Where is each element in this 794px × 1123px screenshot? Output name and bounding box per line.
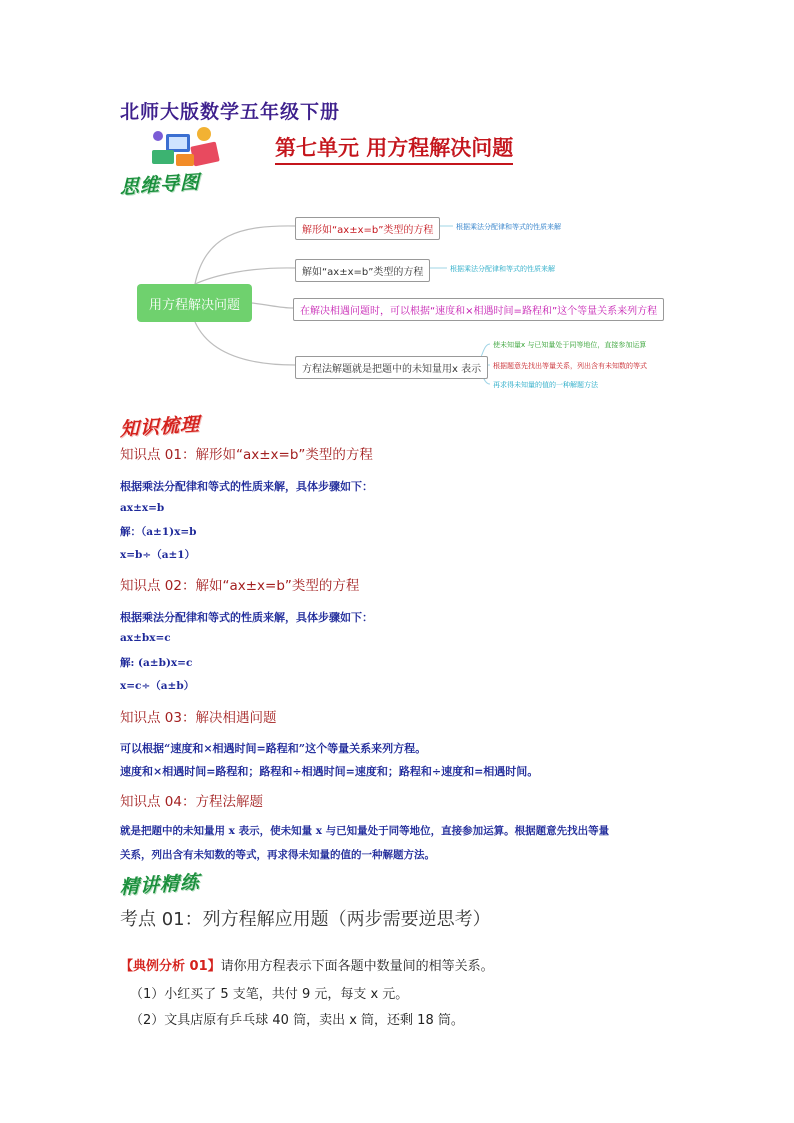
example-problem: （2）文具店原有乒乓球 40 筒，卖出 x 筒，还剩 18 筒。 bbox=[130, 1013, 464, 1028]
knowledge-point-line: 可以根据“速度和×相遇时间=路程和”这个等量关系来列方程。 bbox=[120, 742, 427, 755]
mindmap-branch-2: 解如“ax±x=b”类型的方程 bbox=[295, 259, 430, 282]
mindmap-leaf-4-1: 使未知量x 与已知量处于同等地位，直接参加运算 bbox=[493, 341, 647, 349]
section-badge-knowledge: 知识梳理 bbox=[120, 413, 201, 441]
mindmap-branch-4: 方程法解题就是把题中的未知量用x 表示 bbox=[295, 356, 488, 379]
mindmap-leaf-2-1: 根据乘法分配律和等式的性质来解 bbox=[450, 265, 555, 273]
example-intro bbox=[120, 955, 494, 974]
formula-line: 解: (a±b)x=c bbox=[120, 657, 193, 669]
mindmap-leaf-1-1: 根据乘法分配律和等式的性质来解 bbox=[456, 223, 561, 231]
study-illustration-icon bbox=[148, 124, 226, 170]
kaodian-heading: 考点 01：列方程解应用题（两步需要逆思考） bbox=[120, 909, 491, 930]
knowledge-point-line: 根据乘法分配律和等式的性质来解，具体步骤如下： bbox=[120, 480, 373, 493]
example-prompt: 请你用方程表示下面各题中数量间的相等关系。 bbox=[220, 959, 494, 974]
example-tag: 【典例分析 01】 bbox=[120, 959, 221, 974]
knowledge-point-line: 根据乘法分配律和等式的性质来解，具体步骤如下： bbox=[120, 611, 373, 624]
knowledge-point-line: 速度和×相遇时间=路程和；路程和÷相遇时间=速度和；路程和÷速度和=相遇时间。 bbox=[120, 765, 539, 778]
formula-line: ax±x=b bbox=[120, 502, 165, 514]
mindmap bbox=[120, 195, 700, 405]
mindmap-leaf-4-2: 根据题意先找出等量关系，列出含有未知数的等式 bbox=[493, 362, 647, 370]
formula-line: ax±bx=c bbox=[120, 632, 171, 644]
knowledge-point-line: 关系，列出含有未知数的等式，再求得未知量的值的一种解题方法。 bbox=[120, 849, 435, 861]
unit-title: 第七单元 用方程解决问题 bbox=[275, 132, 513, 165]
formula-line: x=c÷（a±b） bbox=[120, 680, 195, 692]
section-badge-mindmap: 思维导图 bbox=[120, 171, 201, 199]
knowledge-point-line: 就是把题中的未知量用 x 表示，使未知量 x 与已知量处于同等地位，直接参加运算。根据题意先找出等量 bbox=[120, 825, 610, 837]
section-badge-practice: 精讲精练 bbox=[120, 871, 201, 899]
mindmap-center-node: 用方程解决问题 bbox=[137, 284, 252, 322]
knowledge-point-heading: 知识点 03：解决相遇问题 bbox=[120, 710, 277, 726]
mindmap-branch-3: 在解决相遇问题时，可以根据“速度和×相遇时间=路程和”这个等量关系来列方程 bbox=[293, 298, 664, 321]
series-title: 北师大版数学五年级下册 bbox=[120, 101, 341, 123]
knowledge-point-heading: 知识点 02：解如“ax±x=b”类型的方程 bbox=[120, 578, 360, 594]
knowledge-point-heading: 知识点 04：方程法解题 bbox=[120, 794, 263, 810]
formula-line: x=b÷（a±1） bbox=[120, 549, 196, 561]
knowledge-point-heading: 知识点 01：解形如“ax±x=b”类型的方程 bbox=[120, 447, 373, 463]
formula-line: 解：（a±1)x=b bbox=[120, 526, 197, 538]
mindmap-branch-1: 解形如“ax±x=b”类型的方程 bbox=[295, 217, 440, 240]
mindmap-leaf-4-3: 再求得未知量的值的一种解题方法 bbox=[493, 381, 598, 389]
example-problem: （1）小红买了 5 支笔，共付 9 元，每支 x 元。 bbox=[130, 987, 409, 1002]
